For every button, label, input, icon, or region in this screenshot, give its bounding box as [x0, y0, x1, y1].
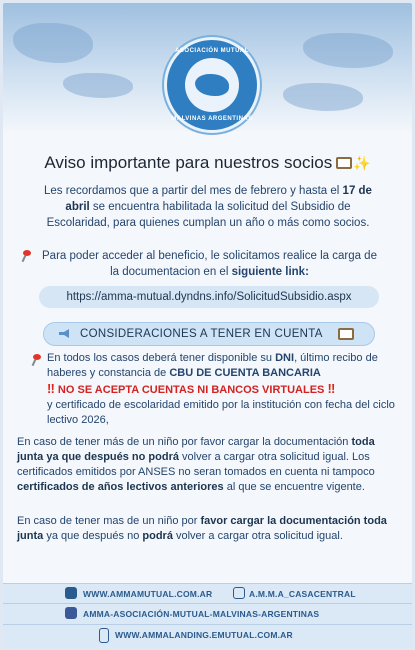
para1-text: En caso de tener más de un niño por favor cargar la documentación — [17, 436, 349, 448]
paragraph-two — [17, 514, 402, 544]
intro-paragraph — [43, 183, 373, 231]
access-text: Para poder acceder al beneficio, le solicitamos realice la carga de la documentacion en el — [42, 250, 377, 278]
footer-divider — [3, 624, 412, 625]
megaphone-icon — [58, 328, 71, 339]
access-bold: siguiente link: — [231, 266, 309, 278]
web-icon — [65, 587, 77, 599]
cons-text-3: y certificado de escolaridad emitido por la institución con fecha del ciclo lectivo 2026, — [47, 399, 395, 426]
islands-icon — [195, 74, 229, 96]
footer — [3, 583, 412, 647]
pushpin-icon — [21, 250, 32, 261]
facebook-icon — [65, 607, 77, 619]
intro-text-2: se encuentra habilitada la solicitud del Subsidio de Escolaridad, para quienes cumplan un año o más como socios. — [46, 201, 370, 229]
sparkle-icon: ✨ — [353, 155, 371, 171]
para2-bold: favor cargar la documentación toda junta — [17, 515, 387, 542]
instagram-icon — [233, 587, 245, 599]
intro-text: Les recordamos que a partir del mes de febrero y hasta el — [44, 185, 340, 197]
footer-divider — [3, 583, 412, 584]
double-exclamation-icon: ‼ — [47, 381, 55, 396]
page-title — [3, 153, 412, 173]
para2-text-3: volver a cargar otra solicitud igual. — [176, 530, 343, 542]
map-decoration — [283, 83, 363, 111]
book-icon — [336, 157, 352, 169]
footer-web[interactable]: WWW.AMMAMUTUAL.COM.AR — [83, 589, 213, 599]
footer-divider — [3, 603, 412, 604]
double-exclamation-icon: ‼ — [327, 381, 336, 396]
phone-icon — [99, 628, 109, 643]
book-icon — [338, 328, 354, 340]
map-decoration — [13, 23, 93, 63]
cons-dni: DNI — [275, 352, 295, 364]
considerations-paragraph — [47, 351, 402, 428]
paragraph-one — [17, 435, 402, 495]
para1-text-2: volver a cargar otra solicitud igual. Los certificados emitidos por ANSES no seran tomados en cuenta ni tampoco — [17, 451, 375, 478]
footer-landing[interactable]: WWW.AMMALANDING.EMUTUAL.COM.AR — [115, 630, 293, 640]
subsidy-link[interactable]: https://amma-mutual.dyndns.info/SolicitudSubsidio.aspx — [39, 286, 379, 308]
cons-text: En todos los casos deberá tener disponible su — [47, 352, 273, 364]
para2-text: En caso de tener mas de un niño por — [17, 515, 198, 527]
considerations-banner — [43, 322, 375, 346]
para1-bold: toda junta ya que después no podrá — [17, 436, 375, 463]
para1-bold-2: certificados de años lectivos anteriores — [17, 481, 224, 493]
para2-text-2: ya que después no — [46, 530, 140, 542]
map-decoration — [63, 73, 133, 98]
logo-top-text: ASOCIACIÓN MUTUAL — [175, 48, 249, 54]
footer-facebook[interactable]: AMMA-ASOCIACIÓN-MUTUAL-MALVINAS-ARGENTINAS — [83, 609, 320, 619]
para1-text-3: al que se encuentre vigente. — [226, 481, 365, 493]
association-logo — [164, 37, 260, 133]
cons-text-2: , último recibo de haberes y constancia de — [47, 352, 378, 379]
virtual-bank-warning: NO SE ACEPTA CUENTAS NI BANCOS VIRTUALES — [57, 384, 325, 396]
banner-label: CONSIDERACIONES A TENER EN CUENTA — [80, 328, 323, 340]
footer-instagram[interactable]: A.M.M.A_CASACENTRAL — [249, 589, 356, 599]
cons-cbu: CBU DE CUENTA BANCARIA — [169, 367, 321, 379]
logo-emblem — [185, 58, 239, 112]
logo-bottom-text: MALVINAS ARGENTINAS — [171, 116, 253, 122]
para2-bold-2: podrá — [142, 530, 173, 542]
access-paragraph — [37, 248, 382, 280]
map-decoration — [303, 33, 393, 68]
title-text: Aviso importante para nuestros socios — [44, 153, 333, 172]
intro-date: 17 de abril — [65, 185, 372, 213]
flyer-card — [3, 3, 412, 647]
pushpin-icon — [31, 354, 42, 365]
